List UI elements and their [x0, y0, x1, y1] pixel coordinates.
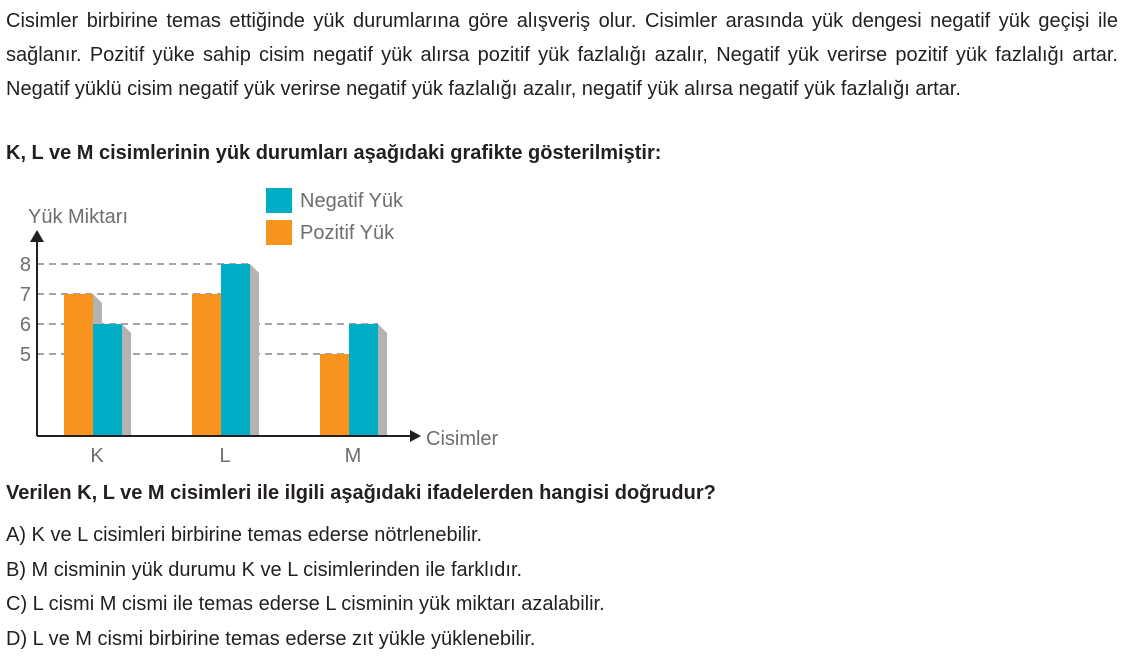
chart-prompt: K, L ve M cisimlerinin yük durumları aşağıdaki grafikte gösterilmiştir:	[6, 142, 662, 164]
bar-k-negatif	[93, 324, 122, 436]
y-tick-label-6: 6	[19, 314, 31, 336]
chart-bars	[64, 264, 387, 436]
bar-m-pozitif	[320, 354, 349, 436]
legend	[266, 188, 404, 245]
bar-k-pozitif	[64, 294, 93, 436]
x-tick-label-m: M	[344, 445, 362, 467]
y-axis-arrow	[30, 230, 44, 242]
option-b[interactable]: B) M cisminin yük durumu K ve L cisimlerinden ile farklıdır.	[6, 558, 523, 581]
legend-label-negatif: Negatif Yük	[300, 190, 404, 212]
intro-paragraph: Cisimler birbirine temas ettiğinde yük durumlarına göre alışveriş olur. Cisimler arasında yük dengesi negatif yük geçişi ile sağlanır. Pozitif yüke sahip cisim negatif yük alırsa pozitif yük fazlalığı azalır, Negatif yük verirse pozitif yük fazlalığı artar. Negatif yüklü cisim negatif yük verirse negatif yük fazlalığı azalır, negatif yük alırsa negatif yük fazlalığı artar.	[6, 10, 1118, 100]
bar-side-k-negatif	[122, 324, 131, 436]
x-axis-label: Cisimler	[426, 428, 499, 450]
x-axis-arrow	[410, 430, 421, 442]
y-axis-label: Yük Miktarı	[28, 206, 129, 228]
option-c[interactable]: C) L cismi M cismi ile temas ederse L cisminin yük miktarı azalabilir.	[6, 593, 605, 615]
option-d[interactable]: D) L ve M cismi birbirine temas ederse zıt yükle yüklenebilir.	[6, 627, 536, 650]
x-tick-label-l: L	[219, 445, 231, 467]
bar-side-m-negatif	[378, 324, 387, 436]
answer-options	[6, 518, 605, 656]
option-a[interactable]: A) K ve L cisimleri birbirine temas ederse nötrlenebilir.	[6, 524, 483, 546]
y-tick-label-8: 8	[19, 254, 31, 276]
y-tick-label-5: 5	[19, 344, 31, 366]
charge-bar-chart	[0, 178, 560, 478]
question-text: Verilen K, L ve M cisimleri ile ilgili aşağıdaki ifadelerden hangisi doğrudur?	[6, 482, 716, 504]
bar-l-pozitif	[192, 294, 221, 436]
bar-side-l-negatif	[250, 264, 259, 436]
y-tick-label-7: 7	[19, 284, 31, 306]
bar-l-negatif	[221, 264, 250, 436]
x-tick-label-k: K	[90, 445, 104, 467]
legend-label-pozitif: Pozitif Yük	[300, 222, 395, 244]
bar-m-negatif	[349, 324, 378, 436]
legend-swatch-pozitif	[266, 220, 292, 245]
legend-swatch-negatif	[266, 188, 292, 213]
